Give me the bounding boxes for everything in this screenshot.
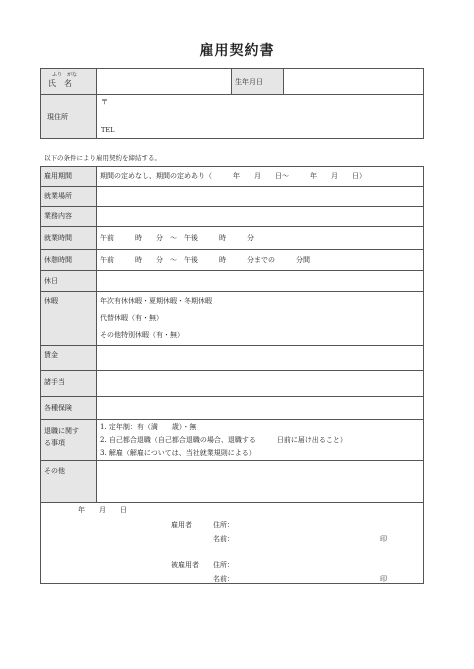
leave-line-3: その他特別休暇（有・無） (100, 331, 184, 339)
address-field[interactable] (96, 94, 424, 139)
leave-label: 休暇 (44, 297, 58, 305)
name-ruby: ふり がな (52, 72, 78, 78)
insurance-label: 各種保険 (44, 404, 72, 412)
period-text: 期間の定めなし、期間の定めあり（ 年 月 日～ 年 月 日） (100, 172, 366, 180)
retire-line-1: 1. 定年制：有（満 歳）・無 (100, 423, 197, 431)
employer-address-label: 住所： (213, 521, 234, 529)
employee-label: 被雇用者 (171, 561, 199, 569)
tel-label: TEL (101, 126, 115, 134)
wage-field[interactable] (96, 345, 424, 371)
intro-text: 以下の条件により雇用契約を締結する。 (44, 154, 161, 162)
hours-label: 就業時間 (44, 234, 72, 242)
leave-line-2: 代替休暇（有・無） (100, 314, 163, 322)
work-label: 業務内容 (44, 212, 72, 220)
leave-line-1: 年次有休休暇・夏期休暇・冬期休暇 (100, 297, 212, 305)
retire-line-2: 2. 自己都合退職（自己都合退職の場合、退職する 日前に届け出ること） (100, 436, 347, 444)
allowance-field[interactable] (96, 370, 424, 397)
insurance-field[interactable] (96, 396, 424, 420)
place-field[interactable] (96, 186, 424, 207)
postal-mark: 〒 (101, 98, 108, 106)
signature-date: 年 月 日 (78, 506, 127, 514)
employee-name-label: 名前： (213, 575, 234, 583)
employer-seal: 印 (380, 535, 387, 543)
birth-label: 生年月日 (235, 78, 263, 86)
birth-field[interactable] (283, 68, 424, 95)
other-label: その他 (44, 467, 65, 475)
hours-text: 午前 時 分 ～ 午後 時 分 (100, 234, 254, 242)
holiday-label: 休日 (44, 277, 58, 285)
break-text: 午前 時 分 ～ 午後 時 分までの 分間 (100, 256, 310, 264)
wage-label: 賃金 (44, 351, 58, 359)
name-label: 氏 名 (48, 79, 72, 88)
place-label: 就業場所 (44, 192, 72, 200)
name-field[interactable] (96, 68, 232, 95)
document-title: 雇用契約書 (199, 43, 275, 59)
employer-name-label: 名前： (213, 535, 234, 543)
period-label: 雇用期間 (44, 172, 72, 180)
address-label: 現住所 (47, 113, 68, 121)
retire-label-line-1: 退職に関す (44, 427, 79, 435)
signature-box (40, 502, 424, 584)
retire-label-line-2: る事項 (44, 439, 65, 447)
break-label: 休憩時間 (44, 256, 72, 264)
employee-seal: 印 (380, 575, 387, 583)
work-field[interactable] (96, 206, 424, 227)
other-field[interactable] (96, 460, 424, 503)
retire-line-3: 3. 解雇（解雇については、当社就業規則による） (100, 449, 256, 457)
employee-address-label: 住所： (213, 561, 234, 569)
employer-label: 雇用者 (171, 521, 192, 529)
allowance-label: 諸手当 (44, 378, 65, 386)
holiday-field[interactable] (96, 270, 424, 292)
